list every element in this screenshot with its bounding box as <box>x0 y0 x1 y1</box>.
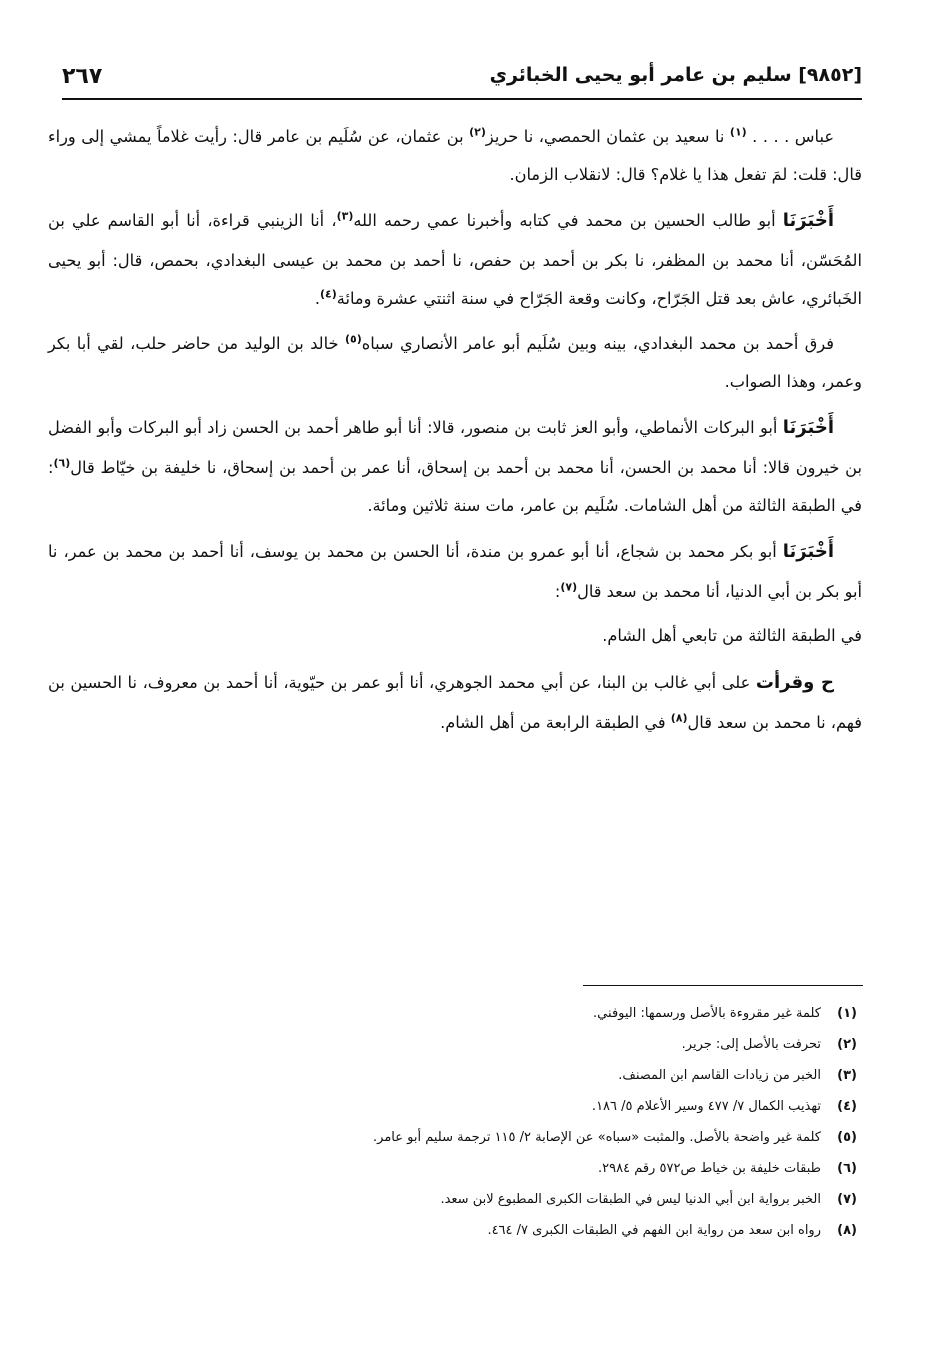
paragraph-text: : <box>554 582 561 602</box>
paragraph-text: ، أنا الزينبي قراءة، أنا أبو القاسم علي بن المُحَسّن، أنا محمد بن المظفر، نا بكر بن أحمد بن حفص، نا أحمد بن محمد بن عيسى البغدادي، بحمص، قال: أبو يحيى الخَبائري، عاش بعد قتل الجَرّاح، وكانت وقعة الجَرّاح في سنة اثنتي عشرة ومائة <box>48 211 862 309</box>
header-rule <box>62 98 862 100</box>
footnote-number: (١) <box>837 1006 857 1021</box>
footnote <box>97 1215 857 1246</box>
footnote-number: (٤) <box>837 1099 857 1114</box>
footnote <box>97 1184 857 1215</box>
footnote-ref: (٨) <box>670 711 688 725</box>
paragraph <box>48 325 862 401</box>
footnote-text: تحرفت بالأصل إلى: جرير. <box>681 1037 821 1052</box>
chain-opener: أَخْبَرَنَا <box>782 541 834 563</box>
footnote-number: (٨) <box>837 1223 857 1238</box>
footnote-number: (٢) <box>837 1037 857 1052</box>
footnote <box>97 1091 857 1122</box>
paragraph <box>48 531 862 611</box>
footnote <box>97 1153 857 1184</box>
footnote <box>97 998 857 1029</box>
chain-opener: ح وقرأت <box>755 671 834 693</box>
footnote-ref: (٣) <box>336 209 354 223</box>
paragraph-text: في الطبقة الثالثة من تابعي أهل الشام. <box>602 626 862 646</box>
footnote-text: كلمة غير واضحة بالأصل. والمثبت «سباه» عن الإصابة ٢/ ١١٥ ترجمة سليم أبو عامر. <box>373 1130 821 1145</box>
footnote <box>97 1029 857 1060</box>
page-number: ٢٦٧ <box>62 64 103 89</box>
paragraph-text: : في الطبقة الثالثة من أهل الشامات. سُلَيم بن عامر، مات سنة ثلاثين ومائة. <box>48 457 862 516</box>
footnote-ref: (٤) <box>320 288 337 302</box>
paragraph <box>48 617 862 655</box>
chain-opener: أَخْبَرَنَا <box>782 416 834 438</box>
paragraph <box>48 118 862 194</box>
footnote-text: الخبر برواية ابن أبي الدنيا ليس في الطبقات الكبرى المطبوع لابن سعد. <box>440 1192 821 1207</box>
footnote-number: (٣) <box>837 1068 857 1083</box>
page-header <box>62 58 862 100</box>
paragraph <box>48 662 862 742</box>
footnote-ref: (٧) <box>560 581 578 594</box>
chain-opener: أَخْبَرَنَا <box>782 210 834 232</box>
footnote-ref: (١) <box>729 125 747 139</box>
paragraph-text: عباس . . . . <box>746 127 834 146</box>
paragraph-text: أبو بكر محمد بن شجاع، أنا أبو عمرو بن مندة، أنا الحسن بن محمد بن يوسف، أنا أحمد بن محمد بن عمر، نا أبو بكر بن أبي الدنيا، أنا محمد بن سعد قال <box>48 542 862 602</box>
paragraph-text: خالد بن الوليد من حاضر حلب، لقي أبا بكر وعمر، وهذا الصواب. <box>48 333 862 391</box>
footnote-separator <box>583 985 863 986</box>
running-title: [٩٨٥٢] سليم بن عامر أبو يحيى الخبائري <box>489 64 862 86</box>
paragraph-text: بن عثمان، عن سُلَيم بن عامر قال: رأيت غلاماً يمشي إلى وراء قال: قلت: لمَ تفعل هذا يا غلام؟ قال: لانقلاب الزمان. <box>48 127 862 185</box>
footnote <box>97 1060 857 1091</box>
paragraph-text: أبو طالب الحسين بن محمد في كتابه وأخبرنا عمي رحمه الله <box>353 211 783 231</box>
footnote-text: رواه ابن سعد من رواية ابن الفهم في الطبقات الكبرى ٧/ ٤٦٤. <box>487 1223 821 1238</box>
footnote-text: الخبر من زيادات القاسم ابن المصنف. <box>618 1068 821 1083</box>
footnote-number: (٦) <box>837 1161 857 1176</box>
footnote-number: (٧) <box>837 1192 857 1207</box>
paragraph-text: نا سعيد بن عثمان الحمصي، نا حريز <box>485 127 730 146</box>
paragraph <box>48 200 862 318</box>
paragraph-text: على أبي غالب بن البنا، عن أبي محمد الجوهري، أنا أبو عمر بن حيّوية، أنا أحمد بن معروف، نا الحسين بن فهم، نا محمد بن سعد قال <box>48 672 862 732</box>
footnote-text: تهذيب الكمال ٧/ ٤٧٧ وسير الأعلام ٥/ ١٨٦. <box>591 1099 821 1114</box>
footnote-text: طبقات خليفة بن خياط ص٥٧٢ رقم ٢٩٨٤. <box>597 1161 821 1176</box>
paragraph-text: في الطبقة الرابعة من أهل الشام. <box>440 712 671 732</box>
footnotes <box>97 998 857 1246</box>
paragraph <box>48 407 862 525</box>
footnote-ref: (٢) <box>469 125 486 139</box>
footnote-ref: (٥) <box>344 332 362 346</box>
body-text <box>48 118 862 748</box>
footnote-number: (٥) <box>837 1130 857 1145</box>
footnote-ref: (٦) <box>53 456 71 470</box>
paragraph-text: فرق أحمد بن محمد البغدادي، بينه وبين سُلَيم أبو عامر الأنصاري سباه <box>361 333 834 353</box>
paragraph-text: أبو البركات الأنماطي، وأبو العز ثابت بن منصور، قالا: أنا أبو طاهر أحمد بن الحسن زاد أبو البركات وأبو الفضل بن خيرون قالا: أنا محمد بن الحسن، أنا محمد بن أحمد بن إسحاق، أنا عمر بن أحمد بن إسحاق، نا خليفة بن خيّاط قال <box>48 417 862 477</box>
paragraph-text: . <box>314 289 321 309</box>
footnote <box>97 1122 857 1153</box>
footnote-text: كلمة غير مقروءة بالأصل ورسمها: اليوفني. <box>593 1006 821 1021</box>
